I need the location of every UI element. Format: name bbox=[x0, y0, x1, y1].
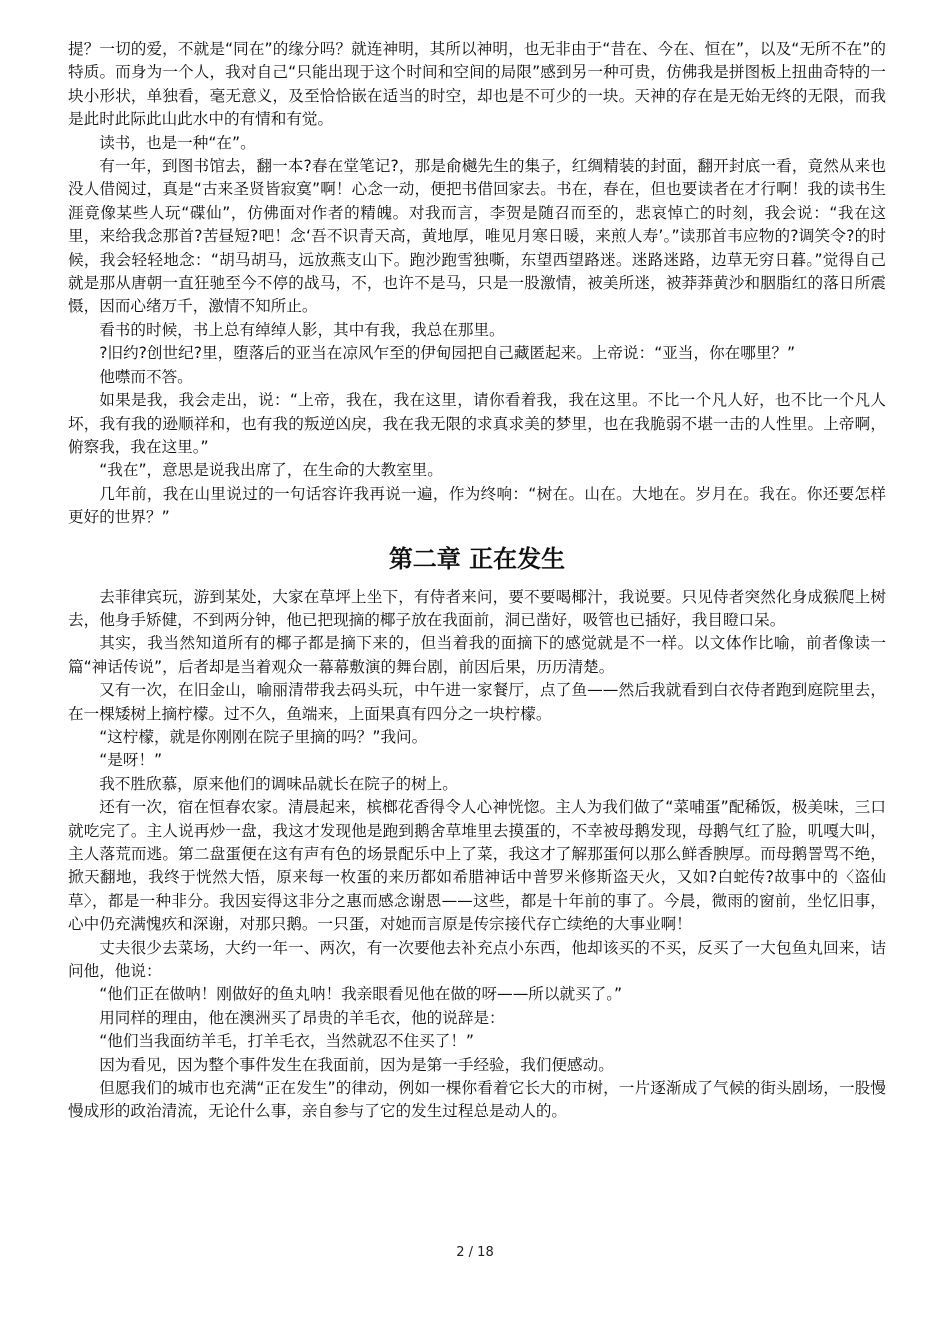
paragraph: 因为看见，因为整个事件发生在我面前，因为是第一手经验，我们便感动。 bbox=[99, 1055, 614, 1074]
chapter-title: 第二章 正在发生 bbox=[388, 544, 566, 573]
paragraph: 看书的时候，书上总有绰绰人影，其中有我，我总在那里。 bbox=[99, 320, 505, 339]
paragraph: 其实，我当然知道所有的椰子都是摘下来的，但当着我的面摘下的感觉就是不一样。以文体作比喻，前者像读一篇“神话传说”，后者却是当着观众一幕幕敷演的舞台剧，前因后果，历历清楚。 bbox=[68, 634, 886, 676]
paragraph: 我不胜欣慕，原来他们的调味品就长在院子的树上。 bbox=[99, 774, 458, 793]
paragraph: “这柠檬，就是你刚刚在院子里摘的吗？”我问。 bbox=[99, 727, 428, 746]
paragraph: 又有一次，在旧金山，喻丽清带我去码头玩，中午进一家餐厅，点了鱼——然后我就看到白衣侍者跑到庭院里去，在一棵矮树上摘柠檬。过不久，鱼端来，上面果真有四分之一块柠檬。 bbox=[68, 681, 886, 723]
paragraph: 他噤而不答。 bbox=[99, 367, 193, 386]
paragraph: 如果是我，我会走出，说：“上帝，我在，我在这里，请你看着我，我在这里。不比一个凡人好，也不比一个凡人坏，我有我的逊顺祥和，也有我的叛逆凶戾，我在我无限的求真求美的梦里，也在我脆弱不堪一击的人性里。上帝啊，俯察我，我在这里。” bbox=[68, 391, 886, 456]
paragraph: “我在”，意思是说我出席了，在生命的大教室里。 bbox=[99, 461, 443, 480]
paragraph: 还有一次，宿在恒春农家。清晨起来，槟榔花香得令人心神恍惚。主人为我们做了“菜哺蛋”配稀饭，极美味，三口就吃完了。主人说再炒一盘，我这才发现他是跑到鹅舍草堆里去摸蛋的，不幸被母鹅发现，母鹅气红了脸，叽嘎大叫，主人落荒而逃。第二盘蛋便在这有声有色的场景配乐中上了菜，我这才了解那蛋何以那么鲜香腴厚。而母鹅詈骂不绝，掀天翻地，我终于恍然大悟，原来每一枚蛋的来历都如希腊神话中普罗米修斯盗天火，又如?白蛇传?故事中的〈盗仙草〉，都是一种非分。我因妄得这非分之惠而感念谢恩——这些，都是十年前的事了。今晨，微雨的窗前，坐忆旧事，心中仍充满愧疚和深谢，对那只鹅。一只蛋，对她而言原是传宗接代存亡续绝的大事业啊！ bbox=[68, 798, 886, 934]
paragraph: 有一年，到图书馆去，翻一本?春在堂笔记?，那是俞樾先生的集子，红绸精装的封面，翻开封底一看，竟然从来也没人借阅过，真是“古来圣贤皆寂寞”啊！心念一动，便把书借回家去。书在，春在，但也要读者在才行啊！我的读书生涯竟像某些人玩“碟仙”，仿佛面对作者的精魄。对我而言，李贺是随召而至的，悲哀悼亡的时刻，我会说：“我在这里，来给我念那首?苦昼短?吧！念‘吾不识青天高，黄地厚，唯见月寒日暖，来煎人寿’。”读那首韦应物的?调笑令?的时候，我会轻轻地念：“胡马胡马，远放燕支山下。跑沙跑雪独嘶，东望西望路迷。迷路迷路，边草无穷日暮。”觉得自己就是那从唐朝一直狂驰至今不停的战马，不，也许不是马，只是一股激情，被美所迷，被莽莽黄沙和胭脂红的落日所震慑，因而心绪万千，激情不知所止。 bbox=[68, 157, 886, 316]
document-page bbox=[68, 38, 886, 1124]
paragraph: 但愿我们的城市也充满“正在发生”的律动，例如一棵你看着它长大的市树，一片逐渐成了气候的街头剧场，一股慢慢成形的政治清流，无论什么事，亲自参与了它的发生过程总是动人的。 bbox=[68, 1079, 886, 1121]
paragraph: ?旧约?创世纪?里，堕落后的亚当在凉风乍至的伊甸园把自己藏匿起来。上帝说：“亚当，你在哪里？” bbox=[99, 344, 796, 363]
section-bottom-text bbox=[68, 586, 886, 1124]
paragraph: 读书，也是一种“在”。 bbox=[99, 133, 256, 152]
page-number: 2 / 18 bbox=[456, 1245, 494, 1260]
paragraph: 去菲律宾玩，游到某处，大家在草坪上坐下，有侍者来问，要不要喝椰汁，我说要。只见侍者突然化身成猴爬上树去，他身手矫健，不到两分钟，他已把现摘的椰子放在我面前，洞已凿好，吸管也已插好，我目瞪口呆。 bbox=[68, 587, 886, 629]
paragraph: 丈夫很少去菜场，大约一年一、两次，有一次要他去补充点小东西，他却该买的不买，反买了一大包鱼丸回来，诘问他，他说： bbox=[68, 938, 886, 981]
paragraph: “他们当我面纺羊毛，打羊毛衣，当然就忍不住买了！” bbox=[99, 1032, 475, 1051]
paragraph: “是呀！” bbox=[99, 751, 163, 770]
paragraph: 几年前，我在山里说过的一句话容许我再说一遍，作为终响：“树在。山在。大地在。岁月在。我在。你还要怎样更好的世界？” bbox=[68, 484, 886, 527]
paragraph: “他们正在做呐！刚做好的鱼丸呐！我亲眼看见他在做的呀——所以就买了。” bbox=[99, 985, 623, 1004]
section-top-text bbox=[68, 38, 886, 530]
paragraph: 提？一切的爱，不就是“同在”的缘分吗？就连神明，其所以神明，也无非由于“昔在、今在、恒在”，以及“无所不在”的特质。而身为一个人，我对自己“只能出现于这个时间和空间的局限”感到另一种可贵，仿佛我是拼图板上扭曲奇特的一块小形状，单独看，毫无意义，及至恰恰嵌在适当的时空，却也是不可少的一块。天神的存在是无始无终的无限，而我是此时此际此山此水中的有情和有觉。 bbox=[68, 40, 886, 129]
paragraph: 用同样的理由，他在澳洲买了昂贵的羊毛衣，他的说辞是： bbox=[99, 1008, 505, 1027]
